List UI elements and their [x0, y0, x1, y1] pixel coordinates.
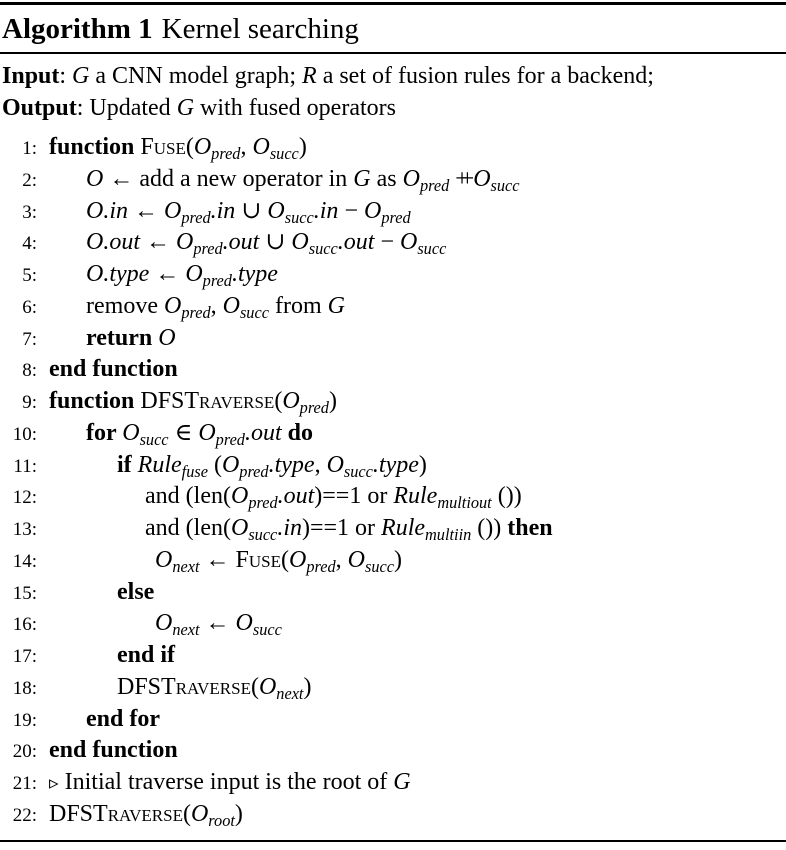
function-name: Fuse [140, 134, 186, 160]
math-variable: Rule [137, 451, 182, 478]
keyword: end function [49, 356, 178, 383]
math-variable: O [155, 546, 173, 573]
math-variable: .out [222, 229, 260, 256]
algorithm-label: Algorithm 1 [2, 13, 153, 45]
code-line [0, 799, 786, 831]
bottom-rule [0, 840, 786, 842]
line-number: 9: [22, 392, 37, 413]
text: Initial traverse input is the root of [58, 769, 394, 795]
math-variable: O [163, 292, 182, 319]
math-variable: O [399, 229, 418, 256]
text: a set of fusion rules for a backend; [316, 63, 654, 89]
preamble-line [2, 60, 786, 92]
function-name: DFSTraverse [49, 800, 183, 827]
text: and (len( [145, 483, 231, 510]
subscript: pred [181, 207, 211, 227]
text: )==1 or [301, 515, 382, 541]
math-variable: .in [313, 197, 339, 224]
math-variable: O [221, 451, 240, 478]
text: − [338, 197, 364, 224]
code-line [0, 767, 786, 799]
math-variable: .out [337, 229, 375, 256]
keyword: end if [117, 642, 176, 668]
line-number: 20: [12, 741, 37, 763]
fuse-operator-icon: ++ [455, 165, 467, 192]
line-content [49, 767, 411, 800]
text: with fused operators [194, 95, 396, 121]
math-variable: .out [277, 483, 315, 510]
subscript: pred [248, 493, 278, 513]
line-number: 7: [22, 328, 37, 350]
text: ) [328, 388, 337, 414]
math-variable: O [198, 419, 216, 446]
line-number: 1: [22, 138, 37, 159]
line-number: 12: [12, 487, 37, 509]
subscript: pred [299, 398, 329, 418]
math-variable: O [402, 165, 420, 192]
text: and (len( [145, 515, 231, 541]
text: ) [234, 800, 243, 827]
subscript: next [172, 620, 200, 640]
code-line [0, 513, 786, 545]
line-number: 21: [12, 773, 37, 794]
text: , [210, 292, 223, 319]
text: ) [418, 451, 427, 478]
code-line [0, 227, 786, 259]
subscript: pred [211, 144, 241, 164]
subscript: succ [252, 620, 282, 640]
line-number: 19: [12, 709, 37, 731]
text: , [335, 546, 348, 573]
code-line [0, 608, 786, 640]
caption-rule [0, 52, 786, 54]
line-number: 5: [22, 265, 37, 286]
code-line [0, 735, 786, 767]
math-variable: O.out [86, 229, 140, 256]
code-line [0, 323, 786, 355]
text: ( [185, 134, 194, 160]
math-variable: .in [277, 515, 302, 541]
text: − [374, 229, 400, 256]
subscript: succ [284, 207, 314, 227]
line-number: 11: [13, 455, 37, 477]
function-name: DFSTraverse [140, 388, 275, 414]
algorithm-title: Kernel searching [161, 13, 359, 45]
keyword: function [49, 134, 141, 160]
line-content [49, 354, 178, 386]
math-variable: O [122, 419, 140, 446]
subscript: succ [239, 302, 269, 322]
keyword: if [117, 451, 138, 478]
subscript: succ [308, 239, 338, 259]
math-variable: .out [244, 419, 282, 446]
keyword: end function [49, 737, 178, 764]
math-variable: O [288, 546, 307, 573]
subscript: next [276, 683, 304, 703]
code-line [0, 132, 786, 164]
line-content [117, 640, 175, 672]
math-variable: O.type [86, 261, 150, 287]
text: , [314, 451, 327, 478]
text: ( [182, 800, 191, 827]
code-line [0, 164, 786, 196]
keyword: else [117, 578, 155, 605]
math-variable: O [326, 451, 344, 478]
preamble-line [2, 92, 786, 124]
line-content [117, 577, 154, 609]
math-variable: .type [231, 261, 278, 287]
subscript: succ [417, 239, 447, 259]
math-variable: O [158, 324, 176, 351]
math-variable: O [347, 546, 365, 573]
math-variable: .in [210, 197, 236, 224]
code-lines [0, 132, 786, 831]
text: ) [303, 673, 312, 700]
subscript: next [172, 556, 200, 576]
text: ∪ [259, 229, 292, 256]
subscript: pred [193, 239, 223, 259]
math-variable: Rule [381, 515, 426, 541]
line-number: 10: [12, 423, 37, 445]
text: ( [280, 546, 289, 573]
line-number: 16: [12, 614, 37, 636]
text: ← [128, 197, 164, 224]
code-line [0, 291, 786, 323]
code-line [0, 450, 786, 482]
line-number: 13: [12, 519, 37, 540]
subscript: multiout [437, 493, 492, 513]
code-line [0, 545, 786, 577]
line-content [49, 799, 243, 837]
code-line [0, 672, 786, 704]
text: ( [250, 673, 259, 700]
math-variable: G [327, 292, 345, 319]
math-variable: O [473, 165, 491, 192]
text: ∪ [235, 197, 268, 224]
text: ) [298, 134, 307, 160]
math-variable: .type [268, 451, 315, 478]
math-variable: .type [372, 451, 419, 478]
keyword: then [507, 515, 553, 541]
line-content [155, 545, 402, 583]
code-line [0, 418, 786, 450]
line-content [49, 735, 178, 767]
subscript: succ [343, 461, 373, 481]
math-variable: O [282, 388, 300, 414]
text: a CNN model graph; [89, 63, 303, 89]
line-number: 3: [22, 201, 37, 223]
line-content [86, 704, 160, 736]
text: ← [199, 610, 236, 637]
text: remove [86, 292, 164, 319]
code-line [0, 386, 786, 418]
subscript: succ [364, 556, 394, 576]
math-variable: O [155, 610, 173, 637]
math-variable: O [363, 197, 382, 224]
keyword: do [281, 419, 313, 446]
math-variable: O [267, 197, 285, 224]
line-number: 18: [12, 677, 37, 699]
math-variable: O [222, 292, 240, 319]
keyword: Input [2, 63, 60, 89]
math-variable: O [164, 197, 182, 224]
text: ( [207, 451, 222, 478]
text: , [240, 134, 253, 160]
subscript: pred [306, 556, 336, 576]
code-line [0, 196, 786, 228]
algorithm-caption [0, 5, 786, 52]
math-variable: O [190, 800, 209, 827]
code-line [0, 704, 786, 736]
keyword: function [49, 388, 141, 414]
line-content [86, 323, 176, 355]
function-name: DFSTraverse [117, 673, 251, 700]
keyword: return [86, 324, 159, 351]
keyword: Output [2, 95, 77, 121]
math-variable: O [258, 673, 277, 700]
text: ( [274, 388, 283, 414]
subscript: succ [269, 144, 299, 164]
subscript: root [208, 810, 235, 830]
subscript: pred [181, 302, 211, 322]
line-number: 17: [12, 646, 37, 667]
text: as [370, 165, 403, 192]
text: ∈ [168, 419, 199, 446]
text: ← [199, 546, 236, 573]
function-name: Fuse [235, 546, 281, 573]
text: ← [140, 229, 176, 256]
math-variable: O [176, 229, 194, 256]
subscript: succ [139, 429, 169, 449]
subscript: succ [490, 175, 520, 195]
code-line [0, 354, 786, 386]
text: ) [393, 546, 402, 573]
line-number: 4: [22, 233, 37, 255]
text: : [59, 63, 73, 89]
preamble [0, 60, 786, 124]
math-variable: G [353, 165, 371, 192]
subscript: succ [248, 525, 278, 545]
line-number: 8: [22, 360, 37, 382]
subscript: multiin [425, 525, 472, 545]
code-line [0, 640, 786, 672]
math-variable: O.in [86, 197, 128, 224]
subscript: pred [202, 271, 232, 291]
keyword: end for [86, 705, 160, 732]
math-variable: O [230, 483, 249, 510]
math-variable: O [235, 610, 253, 637]
math-variable: O [291, 229, 309, 256]
math-variable: O [185, 261, 203, 287]
math-variable: R [302, 63, 317, 89]
comment-marker-icon: ▹ [49, 773, 59, 794]
line-number: 22: [12, 804, 37, 826]
subscript: pred [239, 461, 269, 481]
subscript: fuse [181, 461, 208, 481]
text: ()) [471, 515, 508, 541]
math-variable: O [252, 134, 270, 160]
line-number: 14: [12, 550, 37, 572]
text: from [268, 292, 328, 319]
keyword: for [86, 419, 123, 446]
math-variable: G [176, 95, 195, 121]
line-number: 15: [12, 582, 37, 604]
subscript: pred [419, 175, 450, 195]
text: ()) [491, 483, 522, 510]
subscript: pred [215, 429, 245, 449]
math-variable: G [393, 769, 411, 795]
subscript: pred [381, 207, 411, 227]
math-variable: O [86, 165, 104, 192]
text: )==1 or [314, 483, 394, 510]
text: : Updated [76, 95, 177, 121]
math-variable: Rule [393, 483, 438, 510]
line-number: 6: [22, 296, 37, 318]
math-variable: G [72, 63, 90, 89]
line-number: 2: [22, 169, 37, 191]
math-variable: O [193, 134, 212, 160]
text: ← [149, 261, 186, 287]
text: ← add a new operator in [103, 165, 354, 192]
math-variable: O [230, 515, 249, 541]
